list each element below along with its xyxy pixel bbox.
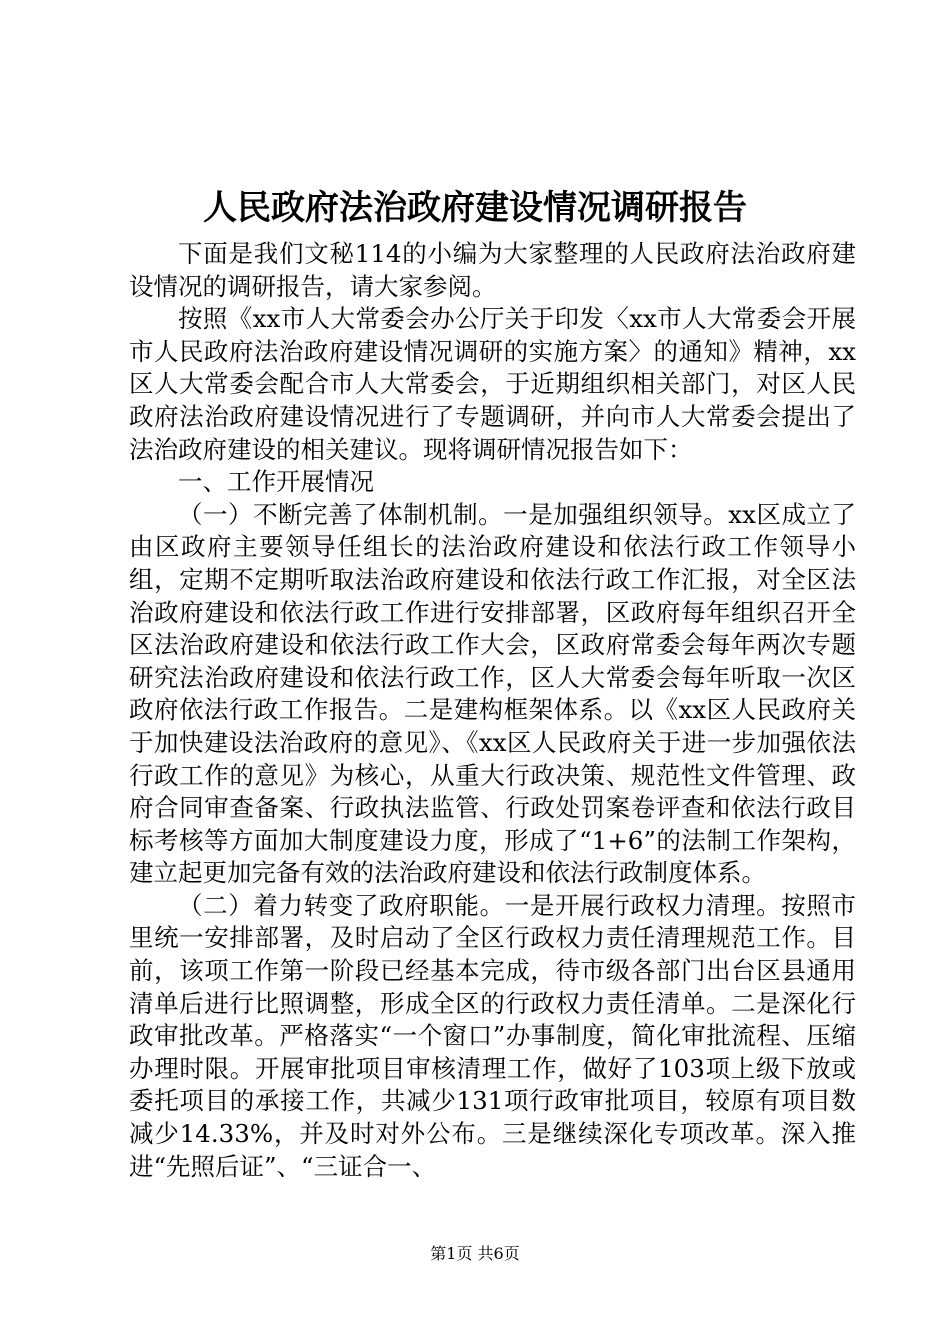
- document-body: [129, 238, 856, 1183]
- section-heading: 一、工作开展情况: [178, 467, 374, 497]
- paragraph-section-1: （一）不断完善了体制机制。一是加强组织领导。xx区成立了由区政府主要领导任组长的法治政府建设和依法行政工作领导小组，定期不定期听取法治政府建设和依法行政工作汇报，对全区法治政府建设和依法行政工作进行安排部署，区政府每年组织召开全区法治政府建设和依法行政工作大会，区政府常委会每年两次专题研究法治政府建设和依法行政工作，区人大常委会每年听取一次区政府依法行政工作报告。二是建构框架体系。以《xx区人民政府关于加快建设法治政府的意见》、《xx区人民政府关于进一步加强依法行政工作的意见》为核心，从重大行政决策、规范性文件管理、政府合同审查备案、行政执法监管、行政处罚案卷评查和依法行政目标考核等方面加大制度建设力度，形成了“1+6”的法制工作架构，建立起更加完备有效的法治政府建设和依法行政制度体系。: [129, 499, 856, 888]
- paragraph-intro: 下面是我们文秘114的小编为大家整理的人民政府法治政府建设情况的调研报告，请大家参阅。: [129, 239, 856, 301]
- paragraph-section-2: （二）着力转变了政府职能。一是开展行政权力清理。按照市里统一安排部署，及时启动了全区行政权力责任清理规范工作。目前，该项工作第一阶段已经基本完成，待市级各部门出台区县通用清单后进行比照调整，形成全区的行政权力责任清单。二是深化行政审批改革。严格落实“一个窗口”办事制度，简化审批流程、压缩办理时限。开展审批项目审核清理工作，做好了103项上级下放或委托项目的承接工作，共减少131项行政审批项目，较原有项目数减少14.33%，并及时对外公布。三是继续深化专项改革。深入推进“先照后证”、“三证合一、: [129, 890, 856, 1181]
- document-title: 人民政府法治政府建设情况调研报告: [203, 188, 747, 228]
- page-number-footer: 第1页 共6页: [430, 1244, 520, 1263]
- paragraph-background: 按照《xx市人大常委会办公厅关于印发〈xx市人大常委会开展市人民政府法治政府建设情况调研的实施方案〉的通知》精神，xx区人大常委会配合市人大常委会，于近期组织相关部门，对区人民政府法治政府建设情况进行了专题调研，并向市人大常委会提出了法治政府建设的相关建议。现将调研情况报告如下：: [129, 304, 856, 464]
